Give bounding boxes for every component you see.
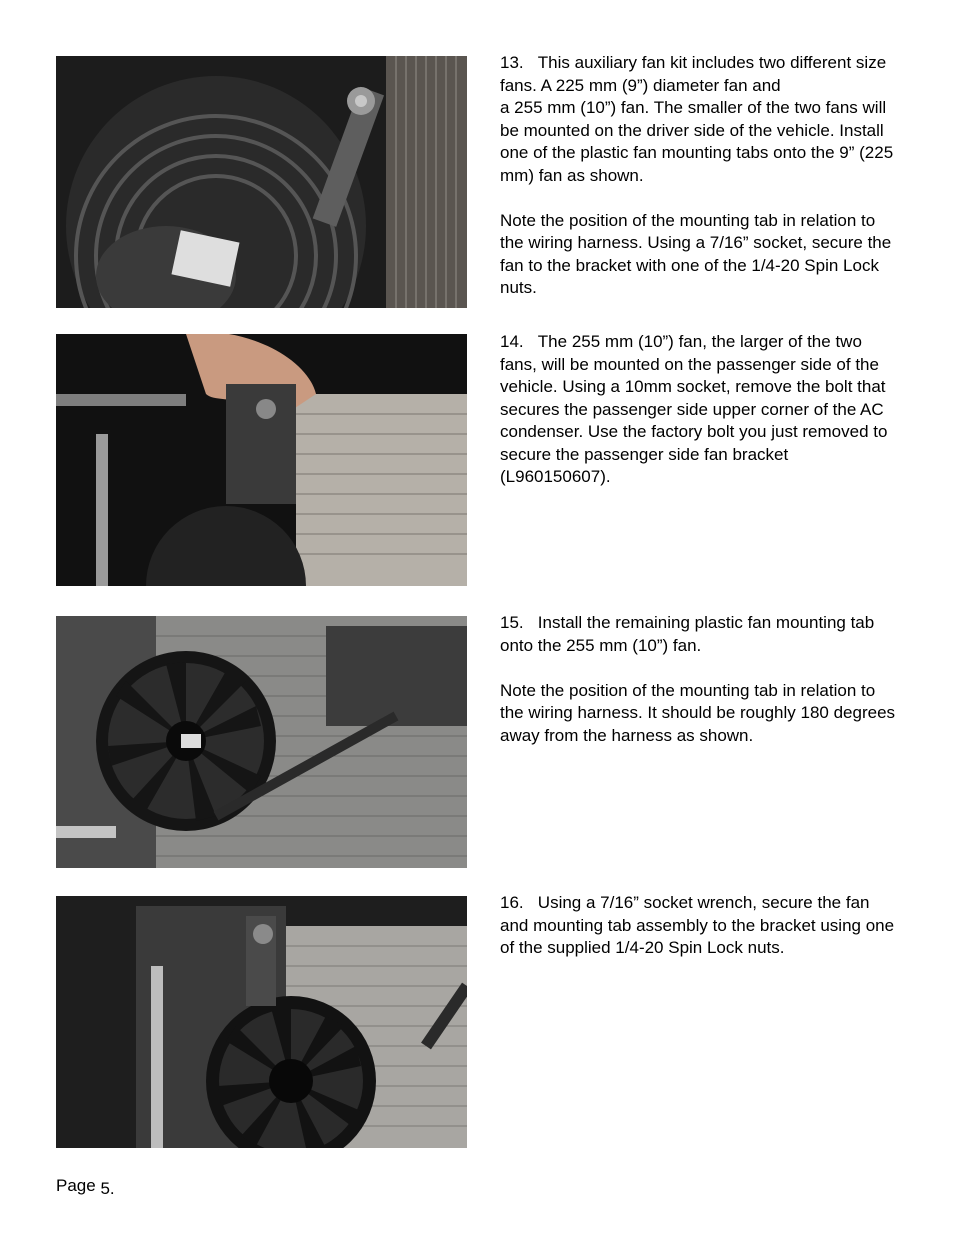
step-13-paragraph-1: 13. This auxiliary fan kit includes two different size fans. A 225 mm (9”) diameter fan and a 255 mm (10”) fan. The smaller of the two fans will be mounted on the driver side of the vehicle. Install one of the plastic fan mounting tabs onto the 9” (225 mm) fan as shown. (500, 53, 894, 185)
page-label: Page (56, 1176, 96, 1195)
step-14-paragraph-1: 14. The 255 mm (10”) fan, the larger of the two fans, will be mounted on the passenger side of the vehicle. Using a 10mm socket, remove the bolt that secures the passenger side upper corner of the AC condenser. Use the factory bolt you just removed to secure the passenger side fan bracket (L960150607). (500, 332, 888, 486)
step-15-text (500, 612, 900, 747)
step-13-paragraph-2: Note the position of the mounting tab in relation to the wiring harness. Using a 7/16” socket, secure the fan to the bracket with one of the 1/4-20 Spin Lock nuts. (500, 210, 892, 297)
photo-step-16 (56, 896, 467, 1148)
photo-step-15 (56, 616, 467, 868)
photo-step-13 (56, 56, 467, 308)
step-15-paragraph-2: Note the position of the mounting tab in relation to the wiring harness. It should be roughly 180 degrees away from the harness as shown. (500, 680, 896, 745)
step-14-text (500, 331, 900, 489)
step-13-text (500, 52, 900, 300)
page-footer (56, 1176, 115, 1196)
page-number: 5. (100, 1179, 115, 1198)
photo-step-14 (56, 334, 467, 586)
step-16-text (500, 892, 900, 960)
step-15-paragraph-1: 15. Install the remaining plastic fan mounting tab onto the 255 mm (10”) fan. (500, 613, 875, 655)
step-16-paragraph-1: 16. Using a 7/16” socket wrench, secure the fan and mounting tab assembly to the bracket using one of the supplied 1/4-20 Spin Lock nuts. (500, 893, 895, 957)
